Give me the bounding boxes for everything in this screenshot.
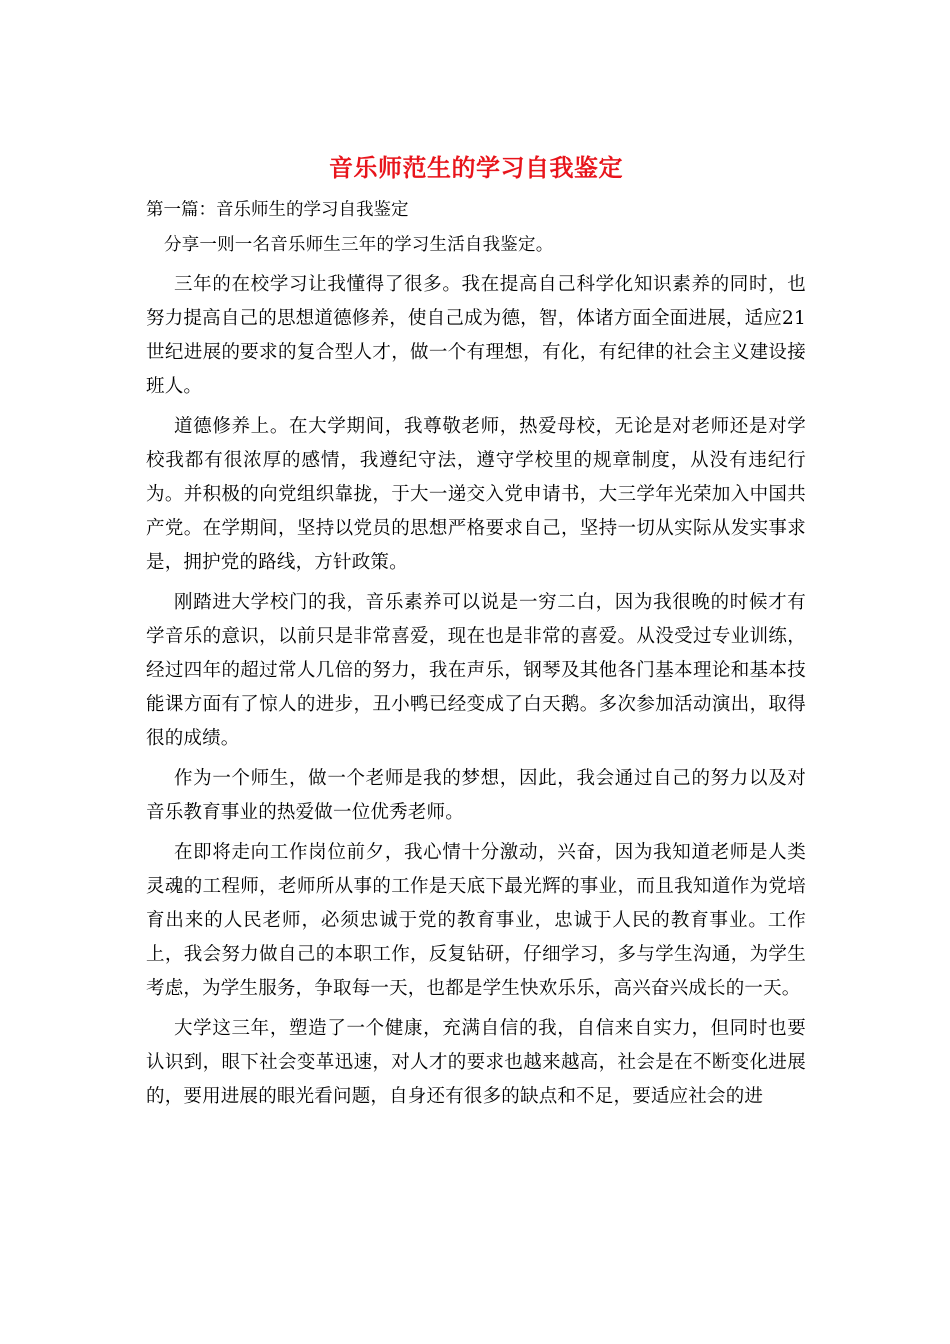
- paragraph-three-years: 大学这三年，塑造了一个健康，充满自信的我，自信来自实力，但同时也要认识到，眼下社会变革迅速，对人才的要求也越来越高，社会是在不断变化进展的，要用进展的眼光看问题，自身还有很多的缺点和不足，要适应社会的进: [146, 1018, 806, 1107]
- paragraph-work-outlook: 在即将走向工作岗位前夕，我心情十分激动，兴奋，因为我知道老师是人类灵魂的工程师，老师所从事的工作是天底下最光辉的事业，而且我知道作为党培育出来的人民老师，必须忠诚于党的教育事业，忠诚于人民的教育事业。工作上，我会努力做自己的本职工作，反复钻研，仔细学习，多与学生沟通，为学生考虑，为学生服务，争取每一天，也都是学生快欢乐乐，高兴奋兴成长的一天。: [146, 842, 806, 999]
- intro-paragraph: 分享一则一名音乐师生三年的学习生活自我鉴定。: [164, 235, 554, 255]
- document-body: [146, 150, 806, 1120]
- paragraph-moral-cultivation: 道德修养上。在大学期间，我尊敬老师，热爱母校，无论是对老师还是对学校我都有很浓厚的感情，我遵纪守法，遵守学校里的规章制度，从没有违纪行为。并积极的向党组织靠拢，于大一递交入党申请书，大三学年光荣加入中国共产党。在学期间，坚持以党员的思想严格要求自己，坚持一切从实际从发实事求是，拥护党的路线，方针政策。: [146, 416, 806, 573]
- section-heading: 第一篇：音乐师生的学习自我鉴定: [146, 200, 409, 220]
- paragraph-music-progress: 刚踏进大学校门的我，音乐素养可以说是一穷二白，因为我很晚的时候才有学音乐的意识，以前只是非常喜爱，现在也是非常的喜爱。从没受过专业训练，经过四年的超过常人几倍的努力，我在声乐，钢琴及其他各门基本理论和基本技能课方面有了惊人的进步，丑小鸭已经变成了白天鹅。多次参加活动演出，取得很的成绩。: [146, 592, 806, 749]
- paragraph-study-summary: 三年的在校学习让我懂得了很多。我在提高自己科学化知识素养的同时，也努力提高自己的思想道德修养，使自己成为德，智，体诸方面全面进展，适应21世纪进展的要求的复合型人才，做一个有理想，有化，有纪律的社会主义建设接班人。: [146, 274, 806, 397]
- document-title: 音乐师范生的学习自我鉴定: [329, 153, 623, 182]
- paragraph-teacher-dream: 作为一个师生，做一个老师是我的梦想，因此，我会通过自己的努力以及对音乐教育事业的热爱做一位优秀老师。: [146, 768, 806, 823]
